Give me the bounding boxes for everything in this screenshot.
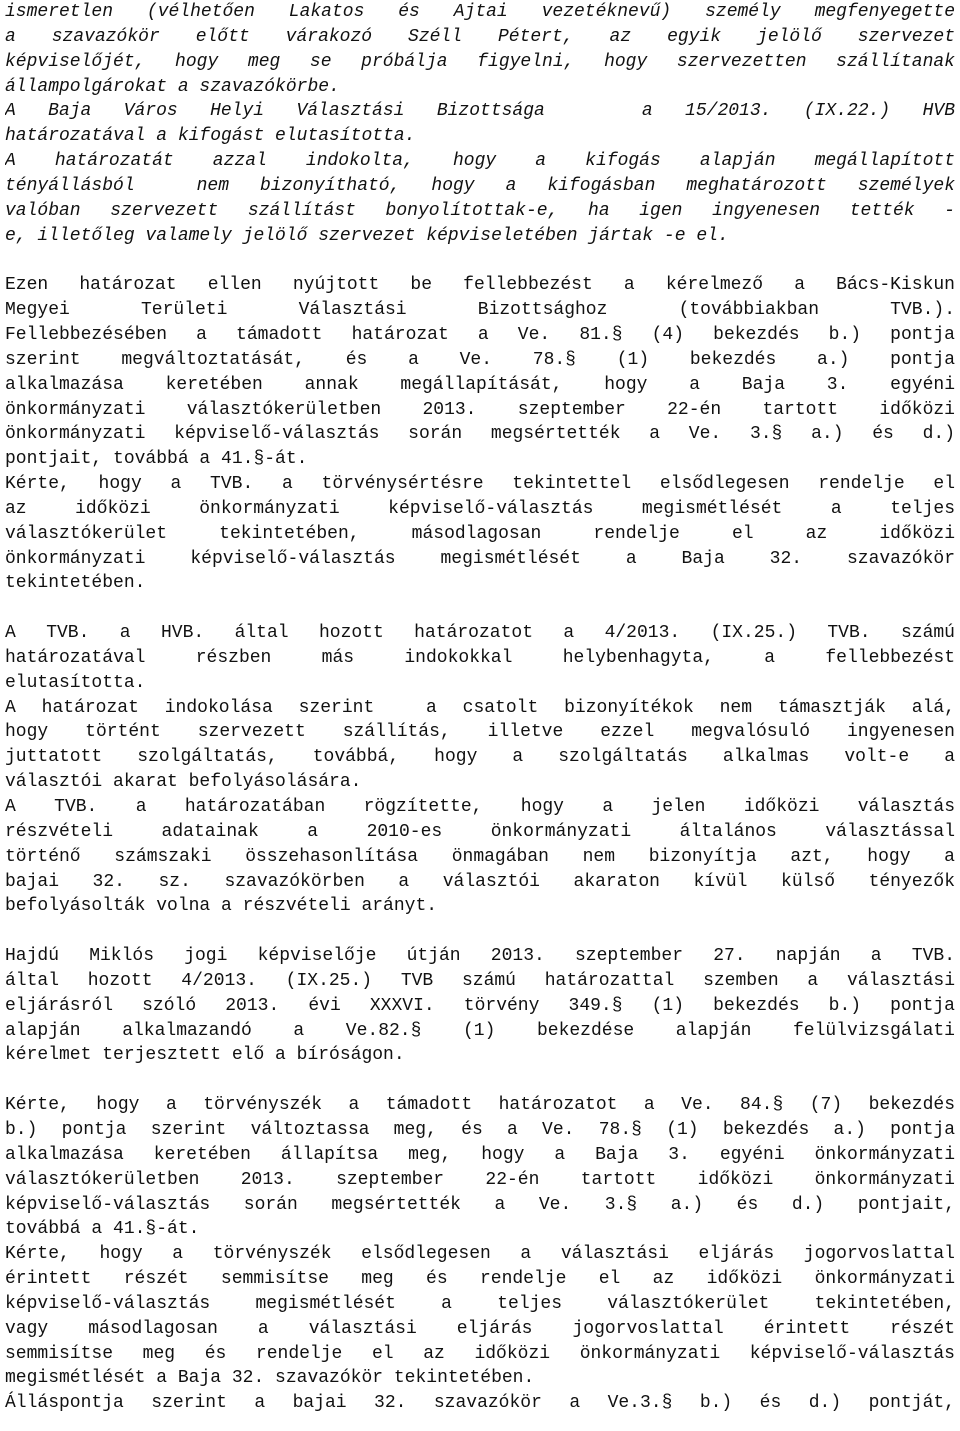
text-line: b.) pontja szerint változtassa meg, és a Ve. 78.§ (1) bekezdés a.) pontja [5,1119,955,1140]
text-line: tényállásból nem bizonyítható, hogy a kifogásban meghatározott személyek [5,175,955,196]
paragraph [5,1242,955,1391]
text-line: részvételi adatainak a 2010-es önkormányzati általános választással [5,821,955,842]
text-line: határozatával a kifogást elutasította. [5,126,416,147]
text-line: hogy történt szervezett szállítás, illetve ezzel megvalósuló ingyenesen [5,722,955,743]
text-line: által hozott 4/2013. (IX.25.) TVB számú határozattal szemben a választási [5,970,955,991]
text-line: Kérte, hogy a TVB. a törvénysértésre tekintettel elsődlegesen rendelje el [5,474,955,495]
text-line: határozatával részben más indokokkal helybenhagyta, a fellebbezést [5,647,955,668]
text-line: e, illetőleg valamely jelölő szervezet képviseletében jártak -e el. [5,225,729,246]
text-line: semmisítse meg és rendelje el az időközi önkormányzati képviselő-választás [5,1343,955,1364]
text-line: valóban szervezett szállítást bonyolítottak-e, ha igen ingyenesen tették - [5,200,955,221]
text-line: szerint megváltoztatását, és a Ve. 78.§ (1) bekezdés a.) pontja [5,349,955,370]
paragraph [5,944,955,1068]
text-line: A Baja Város Helyi Választási Bizottsága a 15/2013. (IX.22.) HVB [5,101,955,122]
text-line: érintett részét semmisítse meg és rendelje el az időközi önkormányzati [5,1269,955,1290]
paragraph [5,0,955,99]
text-line: alapján alkalmazandó a Ve.82.§ (1) bekezdése alapján felülvizsgálati [5,1020,955,1041]
text-line: Hajdú Miklós jogi képviselője útján 2013. szeptember 27. napján a TVB. [5,946,955,967]
paragraph [5,1093,955,1242]
text-line: önkormányzati képviselő-választás során megsértették a Ve. 3.§ a.) és d.) [5,424,955,445]
text-line: önkormányzati választókerületben 2013. szeptember 22-én tartott időközi [5,399,955,420]
text-line: képviselő-választás során megsértették a Ve. 3.§ a.) és d.) pontjait, [5,1194,955,1215]
text-line: ismeretlen (vélhetően Lakatos és Ajtai vezetéknevű) személy megfenyegette [5,2,955,22]
text-line: A TVB. a határozatában rögzítette, hogy a jelen időközi választás [5,797,955,817]
text-line: vagy másodlagosan a választási eljárás jogorvoslattal érintett részét [5,1318,955,1339]
text-line: továbbá a 41.§-át. [5,1219,200,1240]
text-line: kérelmet terjesztett elő a bíróságon. [5,1045,405,1066]
paragraph [5,696,955,795]
text-line: választói akarat befolyásolására. [5,772,362,793]
text-line: Fellebbezésében a támadott határozat a Ve. 81.§ (4) bekezdés b.) pontja [5,324,955,345]
text-line: A határozat indokolása szerint a csatolt bizonyítékok nem támasztják alá, [5,697,955,718]
text-line: A határozatát azzal indokolta, hogy a kifogás alapján megállapított [5,151,955,172]
text-line: Ezen határozat ellen nyújtott be fellebbezést a kérelmező a Bács-Kiskun [5,275,955,296]
text-line: elutasította. [5,672,146,693]
paragraph-spacer [5,919,955,944]
text-line: juttatott szolgáltatás, továbbá, hogy a szolgáltatás alkalmas volt-e a [5,747,955,768]
text-line: befolyásolták volna a részvételi arányt. [5,896,438,917]
text-line: állampolgárokat a szavazókörbe. [5,76,340,97]
text-line: Kérte, hogy a törvényszék a támadott határozatot a Ve. 84.§ (7) bekezdés [5,1095,955,1116]
paragraph [5,149,955,248]
paragraph-spacer [5,248,955,273]
text-line: eljárásról szóló 2013. évi XXXVI. törvény 349.§ (1) bekezdés b.) pontja [5,995,955,1016]
paragraph-spacer [5,596,955,621]
text-line: Kérte, hogy a törvényszék elsődlegesen a választási eljárás jogorvoslattal [5,1244,955,1265]
text-line: a szavazókör előtt várakozó Széll Pétert, az egyik jelölő szervezet [5,26,955,47]
text-line: Megyei Területi Választási Bizottsághoz (továbbiakban TVB.). [5,300,955,321]
text-line: képviselő-választás megismétlését a teljes választókerület tekintetében, [5,1293,955,1314]
text-line: alkalmazása keretében állapítsa meg, hogy a Baja 3. egyéni önkormányzati [5,1144,955,1165]
paragraph-spacer [5,1068,955,1093]
text-line: megismétlését a Baja 32. szavazókör tekintetében. [5,1368,535,1389]
text-line: önkormányzati képviselő-választás megismétlését a Baja 32. szavazókör [5,548,955,569]
text-line: az időközi önkormányzati képviselő-választás megismétlését a teljes [5,498,955,519]
paragraph [5,621,955,696]
text-line: választókerület tekintetében, másodlagosan rendelje el az időközi [5,523,955,544]
paragraph [5,273,955,472]
paragraph [5,472,955,596]
text-line: pontjait, továbbá a 41.§-át. [5,449,308,470]
text-line: Álláspontja szerint a bajai 32. szavazókör a Ve.3.§ b.) és d.) pontját, [5,1393,955,1414]
text-line: alkalmazása keretében annak megállapítását, hogy a Baja 3. egyéni [5,374,955,395]
text-line: választókerületben 2013. szeptember 22-én tartott időközi önkormányzati [5,1169,955,1190]
text-line: A TVB. a HVB. által hozott határozatot a 4/2013. (IX.25.) TVB. számú [5,623,955,644]
text-line: történő számszaki összehasonlítása önmagában nem bizonyítja azt, hogy a [5,846,955,867]
paragraph [5,795,955,919]
text-line: tekintetében. [5,573,146,594]
text-line: bajai 32. sz. szavazókörben a választói akaraton kívül külső tényezők [5,871,955,892]
paragraph [5,99,955,149]
paragraph [5,1391,955,1416]
text-line: képviselőjét, hogy meg se próbálja figyelni, hogy szervezetten szállítanak [5,51,955,72]
